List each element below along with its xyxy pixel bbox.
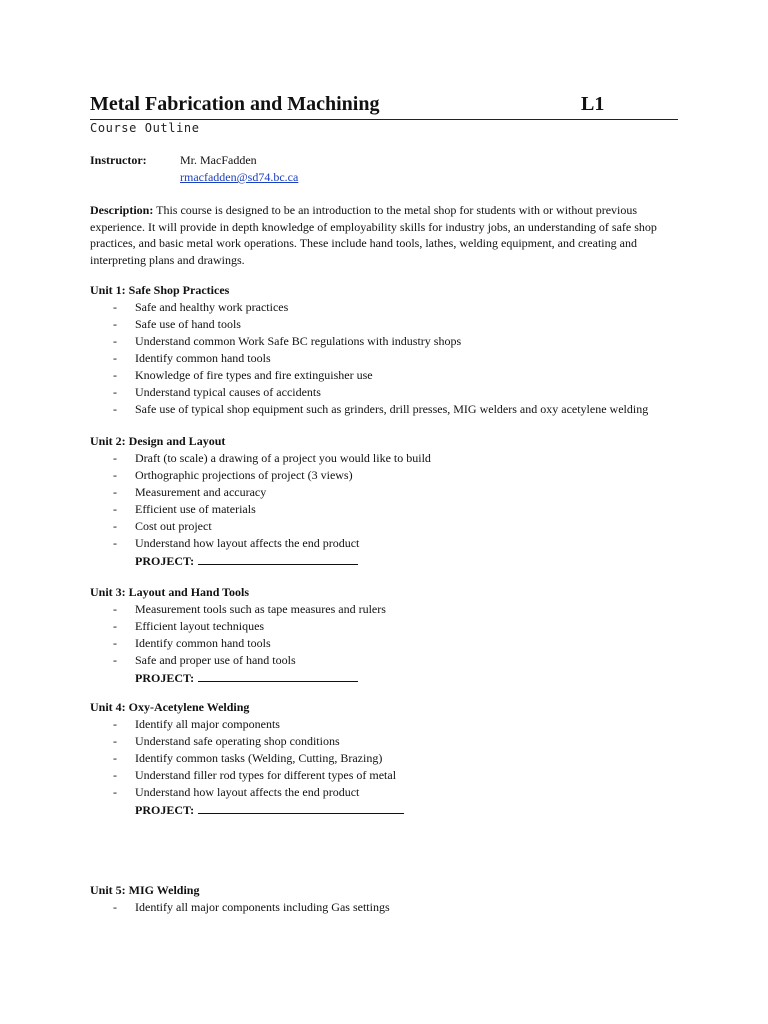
list-item: - Cost out project [113,519,212,533]
list-item: - Understand filler rod types for different types of metal [113,768,397,782]
dash-bullet: - [113,653,117,667]
unit-4-list [90,716,690,801]
dash-bullet: - [113,734,117,748]
document-title: Metal Fabrication and Machining [90,93,380,115]
dash-bullet: - [113,636,117,650]
project-label: PROJECT: [135,803,195,817]
list-item: - Measurement and accuracy [113,485,267,499]
dash-bullet: - [113,485,117,499]
list-item: - Understand how layout affects the end product [113,536,360,550]
list-item: - Efficient layout techniques [113,619,265,633]
unit-5-section [90,882,690,916]
unit-title: Unit 4: Oxy-Acetylene Welding [90,700,250,714]
project-line [90,552,690,569]
list-item: - Identify common hand tools [113,636,271,650]
list-item: - Identify all major components [113,717,280,731]
list-item: - Understand safe operating shop conditions [113,734,340,748]
project-label: PROJECT: [135,671,195,685]
list-item: - Understand typical causes of accidents [113,385,321,399]
dash-bullet: - [113,502,117,516]
project-blank-line [198,552,358,565]
dash-bullet: - [113,785,117,799]
dash-bullet: - [113,536,117,550]
dash-bullet: - [113,451,117,465]
description-label: Description: [90,203,154,217]
course-level: L1 [581,93,605,115]
instructor-email-link[interactable]: rmacfadden@sd74.bc.ca [180,170,299,184]
dash-bullet: - [113,317,117,331]
unit-3-list [90,601,690,669]
dash-bullet: - [113,385,117,399]
unit-title: Unit 2: Design and Layout [90,434,226,448]
description-text: This course is designed to be an introduction to the metal shop for students with or without previous experience. It will provide in depth knowledge of employability skills for industry jobs, an understanding of safe shop practices, and basic metal work operations. These include hand tools, lathes, welding equipment, and creating and interpreting plans and drawings. [90,203,657,267]
dash-bullet: - [113,402,117,416]
list-item: - Safe use of typical shop equipment such as grinders, drill presses, MIG welders and oxy acetylene welding [113,402,649,416]
project-blank-line [198,669,358,682]
list-item: - Identify common tasks (Welding, Cutting, Brazing) [113,751,383,765]
dash-bullet: - [113,300,117,314]
dash-bullet: - [113,717,117,731]
dash-bullet: - [113,351,117,365]
unit-2-list [90,450,690,552]
dash-bullet: - [113,900,117,914]
list-item: - Draft (to scale) a drawing of a project you would like to build [113,451,431,465]
list-item: - Understand how layout affects the end product [113,785,360,799]
list-item: - Understand common Work Safe BC regulations with industry shops [113,334,462,348]
project-label: PROJECT: [135,554,195,568]
dash-bullet: - [113,368,117,382]
dash-bullet: - [113,468,117,482]
unit-title: Unit 1: Safe Shop Practices [90,283,230,297]
list-item: - Measurement tools such as tape measures and rulers [113,602,386,616]
title-row [90,93,678,120]
list-item: - Orthographic projections of project (3 views) [113,468,353,482]
unit-3-section [90,584,690,686]
dash-bullet: - [113,519,117,533]
list-item: - Safe and proper use of hand tools [113,653,296,667]
unit-2-section [90,433,690,569]
instructor-label: Instructor: [90,153,147,167]
description-paragraph [90,202,680,268]
dash-bullet: - [113,602,117,616]
list-item: - Identify common hand tools [113,351,271,365]
unit-title: Unit 3: Layout and Hand Tools [90,585,250,599]
unit-1-section [90,282,690,418]
list-item: - Efficient use of materials [113,502,256,516]
project-blank-line [198,801,404,814]
document-subtitle: Course Outline [90,121,200,135]
list-item: - Safe and healthy work practices [113,300,289,314]
list-item: - Knowledge of fire types and fire extinguisher use [113,368,373,382]
unit-title: Unit 5: MIG Welding [90,883,200,897]
list-item: - Safe use of hand tools [113,317,241,331]
unit-1-list [90,299,690,418]
dash-bullet: - [113,619,117,633]
dash-bullet: - [113,768,117,782]
unit-5-list [90,899,690,916]
unit-4-section [90,699,690,818]
dash-bullet: - [113,751,117,765]
project-line [90,801,690,818]
instructor-name: Mr. MacFadden [180,153,257,167]
project-line [90,669,690,686]
dash-bullet: - [113,334,117,348]
list-item: - Identify all major components including Gas settings [113,900,390,914]
